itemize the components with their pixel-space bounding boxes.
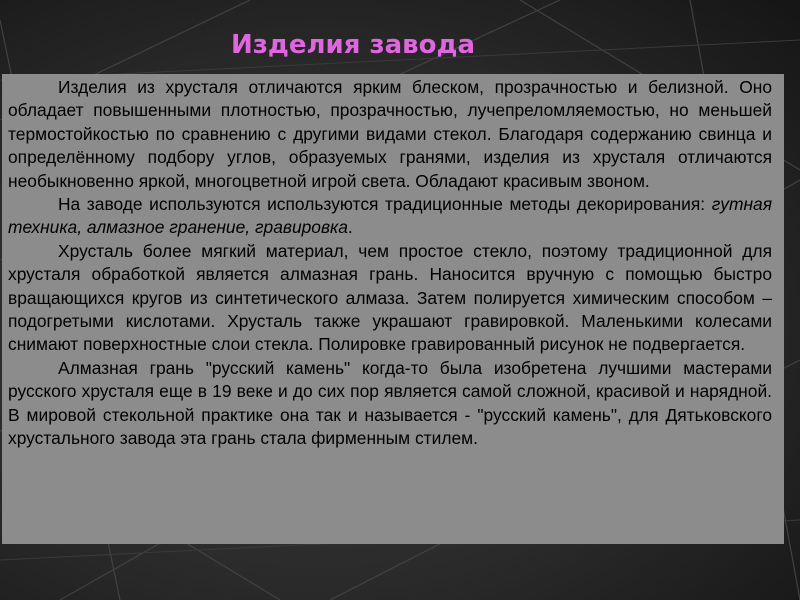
paragraph-2 — [8, 193, 772, 240]
paragraph-2-text: На заводе используются используются традиционные методы декорирования: — [58, 194, 712, 215]
paragraph-4: Алмазная грань "русский камень" когда-то была изобретена лучшими мастерами русского хрусталя еще в 19 веке и до сих пор является самой сложной, красивой и нарядной. В мировой стекольной практике она так и называется - "русский камень", для Дятьковского хрустального завода эта грань стала фирменным стилем. — [8, 357, 772, 449]
slide-body — [8, 76, 772, 451]
paragraph-1: Изделия из хрусталя отличаются ярким блеском, прозрачностью и белизной. Оно обладает повышенными плотностью, прозрачностью, лучепреломляемостью, но меньшей термостойкостью по сравнению с другими видами стекол. Благодаря содержанию свинца и определённому подбору углов, образуемых гранями, изделия из хрусталя отличаются необыкновенно яркой, многоцветной игрой света. Обладают красивым звоном. — [8, 77, 772, 191]
slide-title: Изделия завода — [230, 30, 476, 60]
paragraph-2-end: . — [347, 217, 353, 238]
paragraph-3: Хрусталь более мягкий материал, чем простое стекло, поэтому традиционной для хрусталя обработкой является алмазная грань. Наносится вручную с помощью быстро вращающихся кругов из синтетического алмаза. Затем полируется химическим способом – подогретыми кислотами. Хрусталь также украшают гравировкой. Маленькими колесами снимают поверхностные слои стекла. Полировке гравированный рисунок не подвергается. — [8, 240, 772, 355]
decoration-methods: гутная техника, алмазное гранение, гравировка — [8, 194, 772, 238]
